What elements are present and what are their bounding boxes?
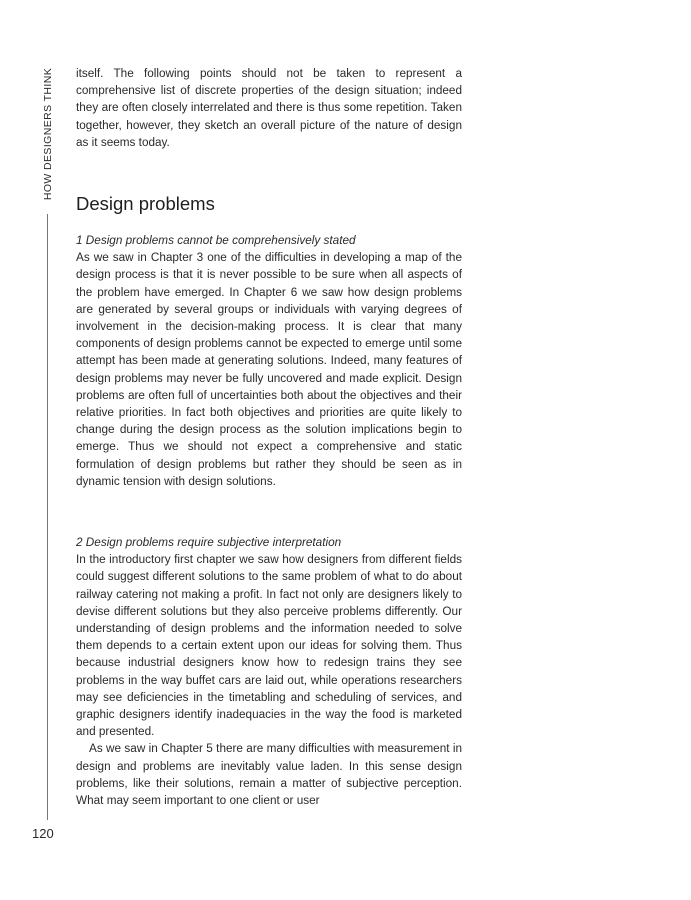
point-2-paragraph-1: In the introductory first chapter we saw how designers from different fields could suggest different solutions to the same problem of what to do about railway catering not making a profit. In fact not only are designers likely to devise different solutions but they also perceive problems differently. Our understanding of design problems and the information needed to solve them depends to a certain extent upon our ideas for solving them. Thus because industrial designers know how to redesign trains they see problems in the way buffet cars are laid out, while operations researchers may see deficiencies in the timetabling and scheduling of services, and graphic designers identify inadequacies in the way the food is marketed and presented. xyxy=(76,553,462,739)
intro-block xyxy=(76,65,462,151)
intro-paragraph: itself. The following points should not be taken to represent a comprehensive list of discrete properties of the design situation; indeed they are often closely interrelated and there is thus some repetition. Taken together, however, they sketch an overall picture of the nature of design as it seems today. xyxy=(76,67,462,149)
point-1-title: 1 Design problems cannot be comprehensively stated xyxy=(76,234,356,247)
margin-rule xyxy=(47,214,48,820)
running-head xyxy=(41,66,55,202)
running-head-text: HOW DESIGNERS THINK xyxy=(42,67,54,201)
page-number: 120 xyxy=(32,826,54,841)
point-2-paragraph-2: As we saw in Chapter 5 there are many difficulties with measurement in design and problems are inevitably value laden. In this sense design problems, like their solutions, remain a matter of subjective perception. What may seem important to one client or user xyxy=(76,742,462,808)
point-2-title: 2 Design problems require subjective interpretation xyxy=(76,536,342,549)
point-2 xyxy=(76,534,462,809)
point-1 xyxy=(76,232,462,490)
point-1-paragraph-1: As we saw in Chapter 3 one of the difficulties in developing a map of the design process is that it is never possible to be sure when all aspects of the problem have emerged. In Chapter 6 we saw how design problems are generated by several groups or individuals with varying degrees of involvement in the decision-making process. It is clear that many components of design problems cannot be expected to emerge until some attempt has been made at generating solutions. Indeed, many features of design problems may never be fully uncovered and made explicit. Design problems are often full of uncertainties both about the objectives and their relative priorities. In fact both objectives and priorities are quite likely to change during the design process as the solution implications begin to emerge. Thus we should not expect a comprehensive and static formulation of design problems but rather they should be seen as in dynamic tension with design solutions. xyxy=(76,251,462,488)
section-heading: Design problems xyxy=(76,193,215,214)
